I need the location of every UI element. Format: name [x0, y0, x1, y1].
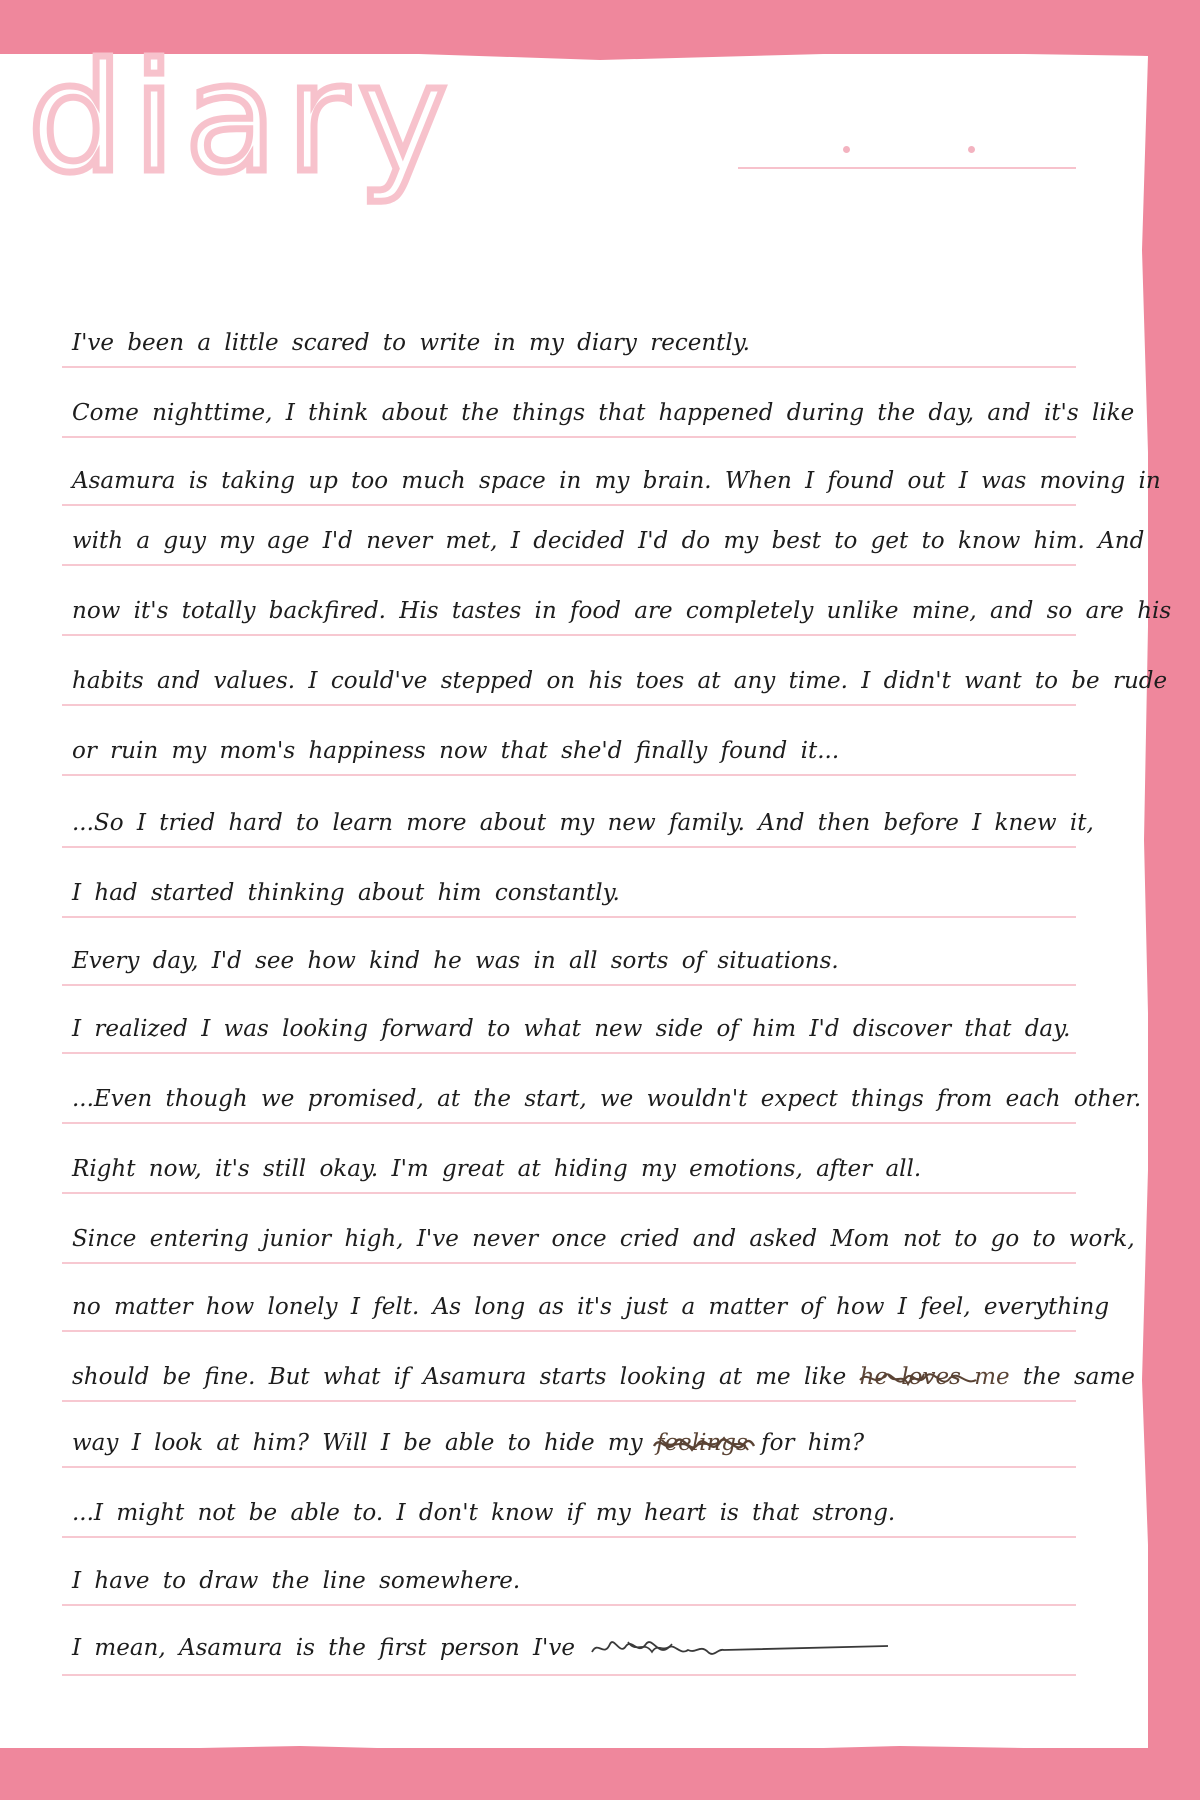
- diary-line-text: now it's totally backfired. His tastes in food are completely unlike mine, and so are his: [72, 598, 1172, 624]
- diary-line-text: no matter how lonely I felt. As long as it's just a matter of how I feel, everything: [72, 1294, 1110, 1320]
- diary-line-text: I had started thinking about him constantly.: [72, 880, 620, 906]
- diary-line: [62, 1054, 1142, 1124]
- diary-line-text: ...I might not be able to. I don't know if my heart is that strong.: [72, 1500, 896, 1526]
- diary-line-text: [72, 1364, 1135, 1390]
- diary-line-text: [72, 1634, 888, 1664]
- line-text-before: I mean, Asamura is the first person I've: [72, 1635, 575, 1661]
- diary-line-text: with a guy my age I'd never met, I decided I'd do my best to get to know him. And: [72, 528, 1145, 554]
- crossed-out-text: feelings: [656, 1430, 748, 1456]
- diary-line-text: Come nighttime, I think about the things that happened during the day, and it's like: [72, 400, 1135, 426]
- diary-line: [62, 848, 1076, 918]
- diary-line-text: I have to draw the line somewhere.: [72, 1568, 521, 1594]
- ruled-line: [62, 366, 1076, 368]
- diary-line: [62, 506, 1145, 566]
- diary-line: [62, 1332, 1135, 1402]
- diary-line: [62, 320, 1076, 368]
- diary-line: [62, 1264, 1110, 1332]
- crossed-out-text: he loves me: [859, 1364, 1010, 1390]
- diary-line: [62, 1538, 1076, 1606]
- line-text-after: the same: [1022, 1364, 1135, 1390]
- diary-line: [62, 776, 1094, 848]
- diary-line-text: Since entering junior high, I've never once cried and asked Mom not to go to work,: [72, 1226, 1135, 1252]
- line-text-after: for him?: [761, 1430, 865, 1456]
- diary-line: [62, 378, 1135, 438]
- diary-line: [62, 440, 1161, 506]
- scribbled-out-words: [860, 1364, 1010, 1390]
- diary-line-text: ...Even though we promised, at the start, we wouldn't expect things from each other.: [72, 1086, 1142, 1112]
- scribble-mark: [652, 1432, 756, 1458]
- diary-line: [62, 566, 1172, 636]
- scribbled-out-words: [656, 1430, 748, 1456]
- diary-line: [62, 986, 1076, 1054]
- diary-line: [62, 1402, 1076, 1468]
- diary-line: [62, 1606, 1076, 1676]
- diary-line-text: or ruin my mom's happiness now that she'd finally found it...: [72, 738, 840, 764]
- diary-line-text: [72, 1430, 864, 1456]
- diary-line-text: habits and values. I could've stepped on his toes at any time. I didn't want to be rude: [72, 668, 1168, 694]
- diary-line: [62, 1124, 1076, 1194]
- line-text-before: should be fine. But what if Asamura starts looking at me like: [72, 1364, 847, 1390]
- trailing-scribble: [588, 1634, 888, 1664]
- line-text-before: way I look at him? Will I be able to hide my: [72, 1430, 643, 1456]
- diary-line: [62, 1194, 1135, 1264]
- ruled-line: [62, 1674, 1076, 1676]
- diary-line-text: Asamura is taking up too much space in my brain. When I found out I was moving in: [72, 468, 1161, 494]
- diary-line: [62, 918, 1076, 986]
- diary-line: [62, 706, 1076, 776]
- diary-line-text: ...So I tried hard to learn more about my new family. And then before I knew it,: [72, 810, 1094, 836]
- ruled-line: [62, 436, 1076, 438]
- diary-line-text: Every day, I'd see how kind he was in all sorts of situations.: [72, 948, 839, 974]
- diary-line-text: I realized I was looking forward to what new side of him I'd discover that day.: [72, 1016, 1071, 1042]
- diary-line: [62, 1468, 1076, 1538]
- diary-line-text: I've been a little scared to write in my diary recently.: [72, 330, 750, 356]
- diary-line-text: Right now, it's still okay. I'm great at hiding my emotions, after all.: [72, 1156, 922, 1182]
- scribble-mark: [858, 1368, 978, 1390]
- diary-title: diary: [28, 32, 458, 206]
- diary-line: [62, 636, 1168, 706]
